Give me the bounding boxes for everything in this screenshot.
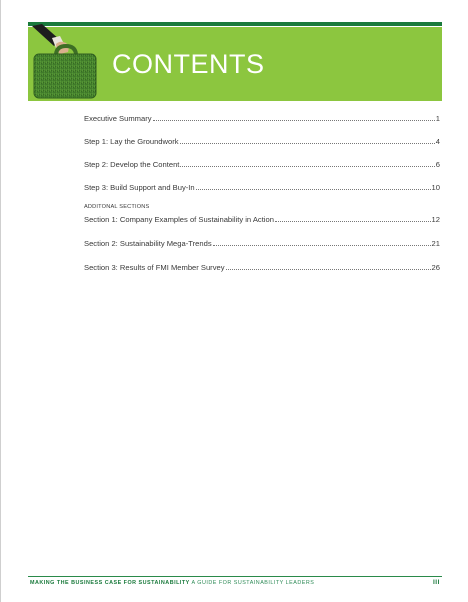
toc-entry-label: Section 3: Results of FMI Member Survey (84, 263, 225, 272)
footer-page-number: III (433, 579, 440, 586)
toc-entry-page: 21 (431, 239, 440, 248)
dot-leader (213, 245, 431, 246)
toc-entry[interactable] (84, 212, 440, 224)
dot-leader (180, 166, 434, 167)
toc-entry-page: 10 (431, 183, 440, 192)
dot-leader (180, 143, 435, 144)
page-title: CONTENTS (112, 49, 265, 79)
toc-entry[interactable] (84, 111, 440, 123)
footer-title-bold: MAKING THE BUSINESS CASE FOR SUSTAINABILITY (30, 580, 190, 586)
toc-entry-label: Section 2: Sustainability Mega-Trends (84, 239, 212, 248)
toc-entry-page: 6 (435, 160, 440, 169)
toc-entry[interactable] (84, 260, 440, 272)
dot-leader (226, 269, 431, 270)
toc-entry-label: Step 3: Build Support and Buy-In (84, 183, 195, 192)
toc-entry[interactable] (84, 157, 440, 169)
footer-running-title (30, 580, 314, 586)
toc-entry-page: 26 (431, 263, 440, 272)
dot-leader (196, 189, 431, 190)
footer-title-light: A GUIDE FOR SUSTAINABILITY LEADERS (191, 580, 315, 586)
toc-entry[interactable] (84, 236, 440, 248)
dot-leader (275, 221, 431, 222)
section-heading: ADDITONAL SECTIONS (84, 204, 150, 210)
toc-entry-page: 1 (435, 114, 440, 123)
toc-entry[interactable] (84, 180, 440, 192)
toc-entry-label: Step 2: Develop the Content (84, 160, 180, 169)
toc-entry-label: Executive Summary (84, 114, 152, 123)
footer-rule (28, 576, 442, 577)
toc-entry[interactable] (84, 134, 440, 146)
toc-entry-label: Section 1: Company Examples of Sustainability in Action (84, 215, 274, 224)
dot-leader (153, 120, 435, 121)
toc-entry-page: 4 (435, 137, 440, 146)
grass-briefcase-icon (30, 24, 100, 100)
page-edge (0, 0, 1, 602)
toc-entry-label: Step 1: Lay the Groundwork (84, 137, 179, 146)
toc-entry-page: 12 (431, 215, 440, 224)
